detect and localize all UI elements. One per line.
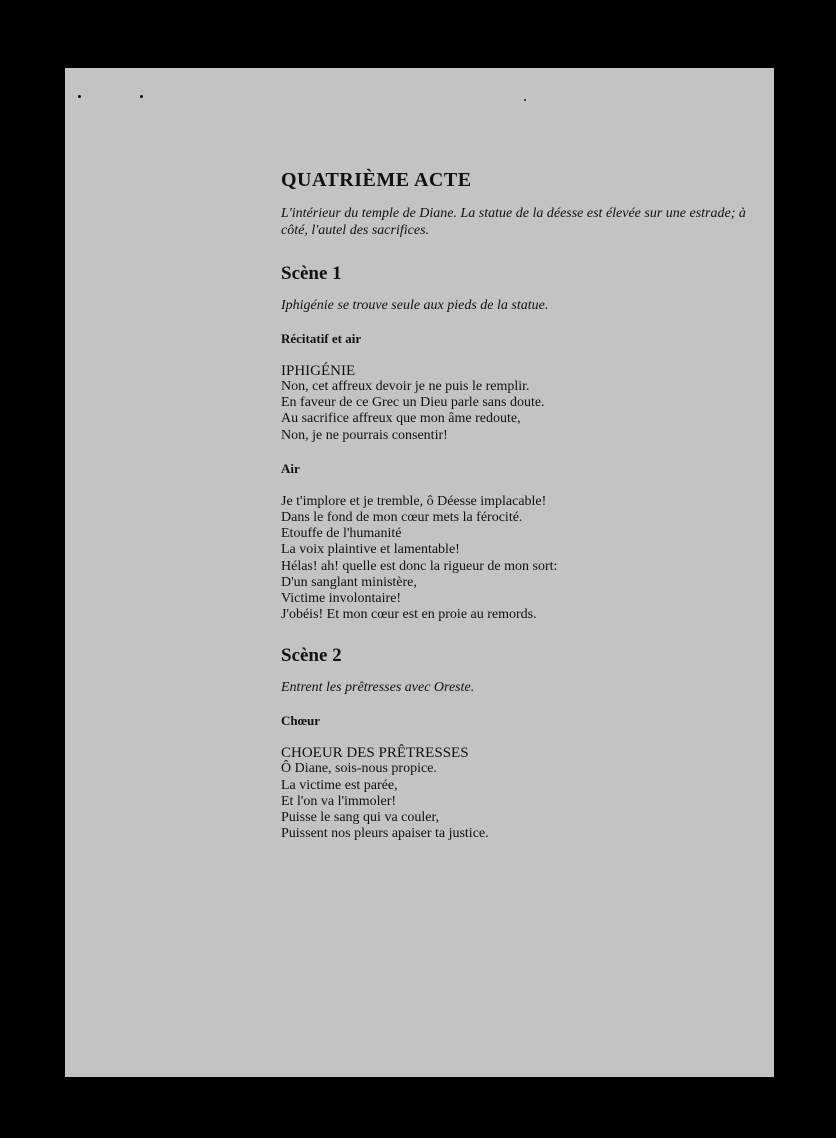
scene-1-stage-direction: Iphigénie se trouve seule aux pieds de la statue. bbox=[281, 298, 549, 313]
verse-line: Non, cet affreux devoir je ne puis le remplir. bbox=[281, 379, 530, 394]
verse-line: J'obéis! Et mon cœur est en proie au remords. bbox=[281, 607, 537, 623]
speck bbox=[524, 99, 526, 101]
document-page bbox=[65, 68, 774, 1077]
verse-line: Et l'on va l'immoler! bbox=[281, 793, 397, 809]
act-stage-direction: L'intérieur du temple de Diane. La statue de la déesse est élevée sur une estrade; à côté, l'autel des sacrifices. bbox=[281, 206, 746, 238]
speck bbox=[140, 95, 143, 98]
act-title: QUATRIÈME ACTE bbox=[281, 169, 472, 191]
scene-2-title: Scène 2 bbox=[281, 645, 342, 667]
verse-line: Etouffe de l'humanité bbox=[281, 526, 402, 542]
verse-line: Je t'implore et je tremble, ô Déesse implacable! bbox=[281, 493, 547, 509]
libretto-text bbox=[281, 169, 751, 842]
verse-line: Ô Diane, sois-nous propice. bbox=[281, 761, 437, 777]
verse-line: Puissent nos pleurs apaiser ta justice. bbox=[281, 826, 489, 842]
recitative-label: Récitatif et air bbox=[281, 331, 362, 346]
verse-line: La victime est parée, bbox=[281, 777, 398, 793]
verse-line: Non, je ne pourrais consentir! bbox=[281, 427, 448, 443]
air-verses bbox=[281, 494, 751, 624]
verse-line: En faveur de ce Grec un Dieu parle sans doute. bbox=[281, 395, 545, 411]
verse-line: Victime involontaire! bbox=[281, 591, 402, 607]
scene-1-title: Scène 1 bbox=[281, 263, 342, 284]
verse-line: D'un sanglant ministère, bbox=[281, 574, 417, 590]
chorus-label: Chœur bbox=[281, 713, 321, 729]
chorus-verses bbox=[281, 761, 751, 842]
speck bbox=[78, 95, 81, 98]
character-iphigenie: IPHIGÉNIE bbox=[281, 363, 356, 379]
character-chorus: CHOEUR DES PRÊTRESSES bbox=[281, 745, 469, 762]
verse-line: La voix plaintive et lamentable! bbox=[281, 542, 460, 558]
verse-line: Hélas! ah! quelle est donc la rigueur de mon sort: bbox=[281, 558, 558, 574]
verse-line: Au sacrifice affreux que mon âme redoute, bbox=[281, 411, 521, 427]
verse-line: Puisse le sang qui va couler, bbox=[281, 810, 440, 826]
recitative-verses bbox=[281, 379, 751, 444]
scene-2-stage-direction: Entrent les prêtresses avec Oreste. bbox=[281, 680, 475, 696]
air-label: Air bbox=[281, 460, 300, 476]
verse-line: Dans le fond de mon cœur mets la férocité. bbox=[281, 510, 523, 526]
